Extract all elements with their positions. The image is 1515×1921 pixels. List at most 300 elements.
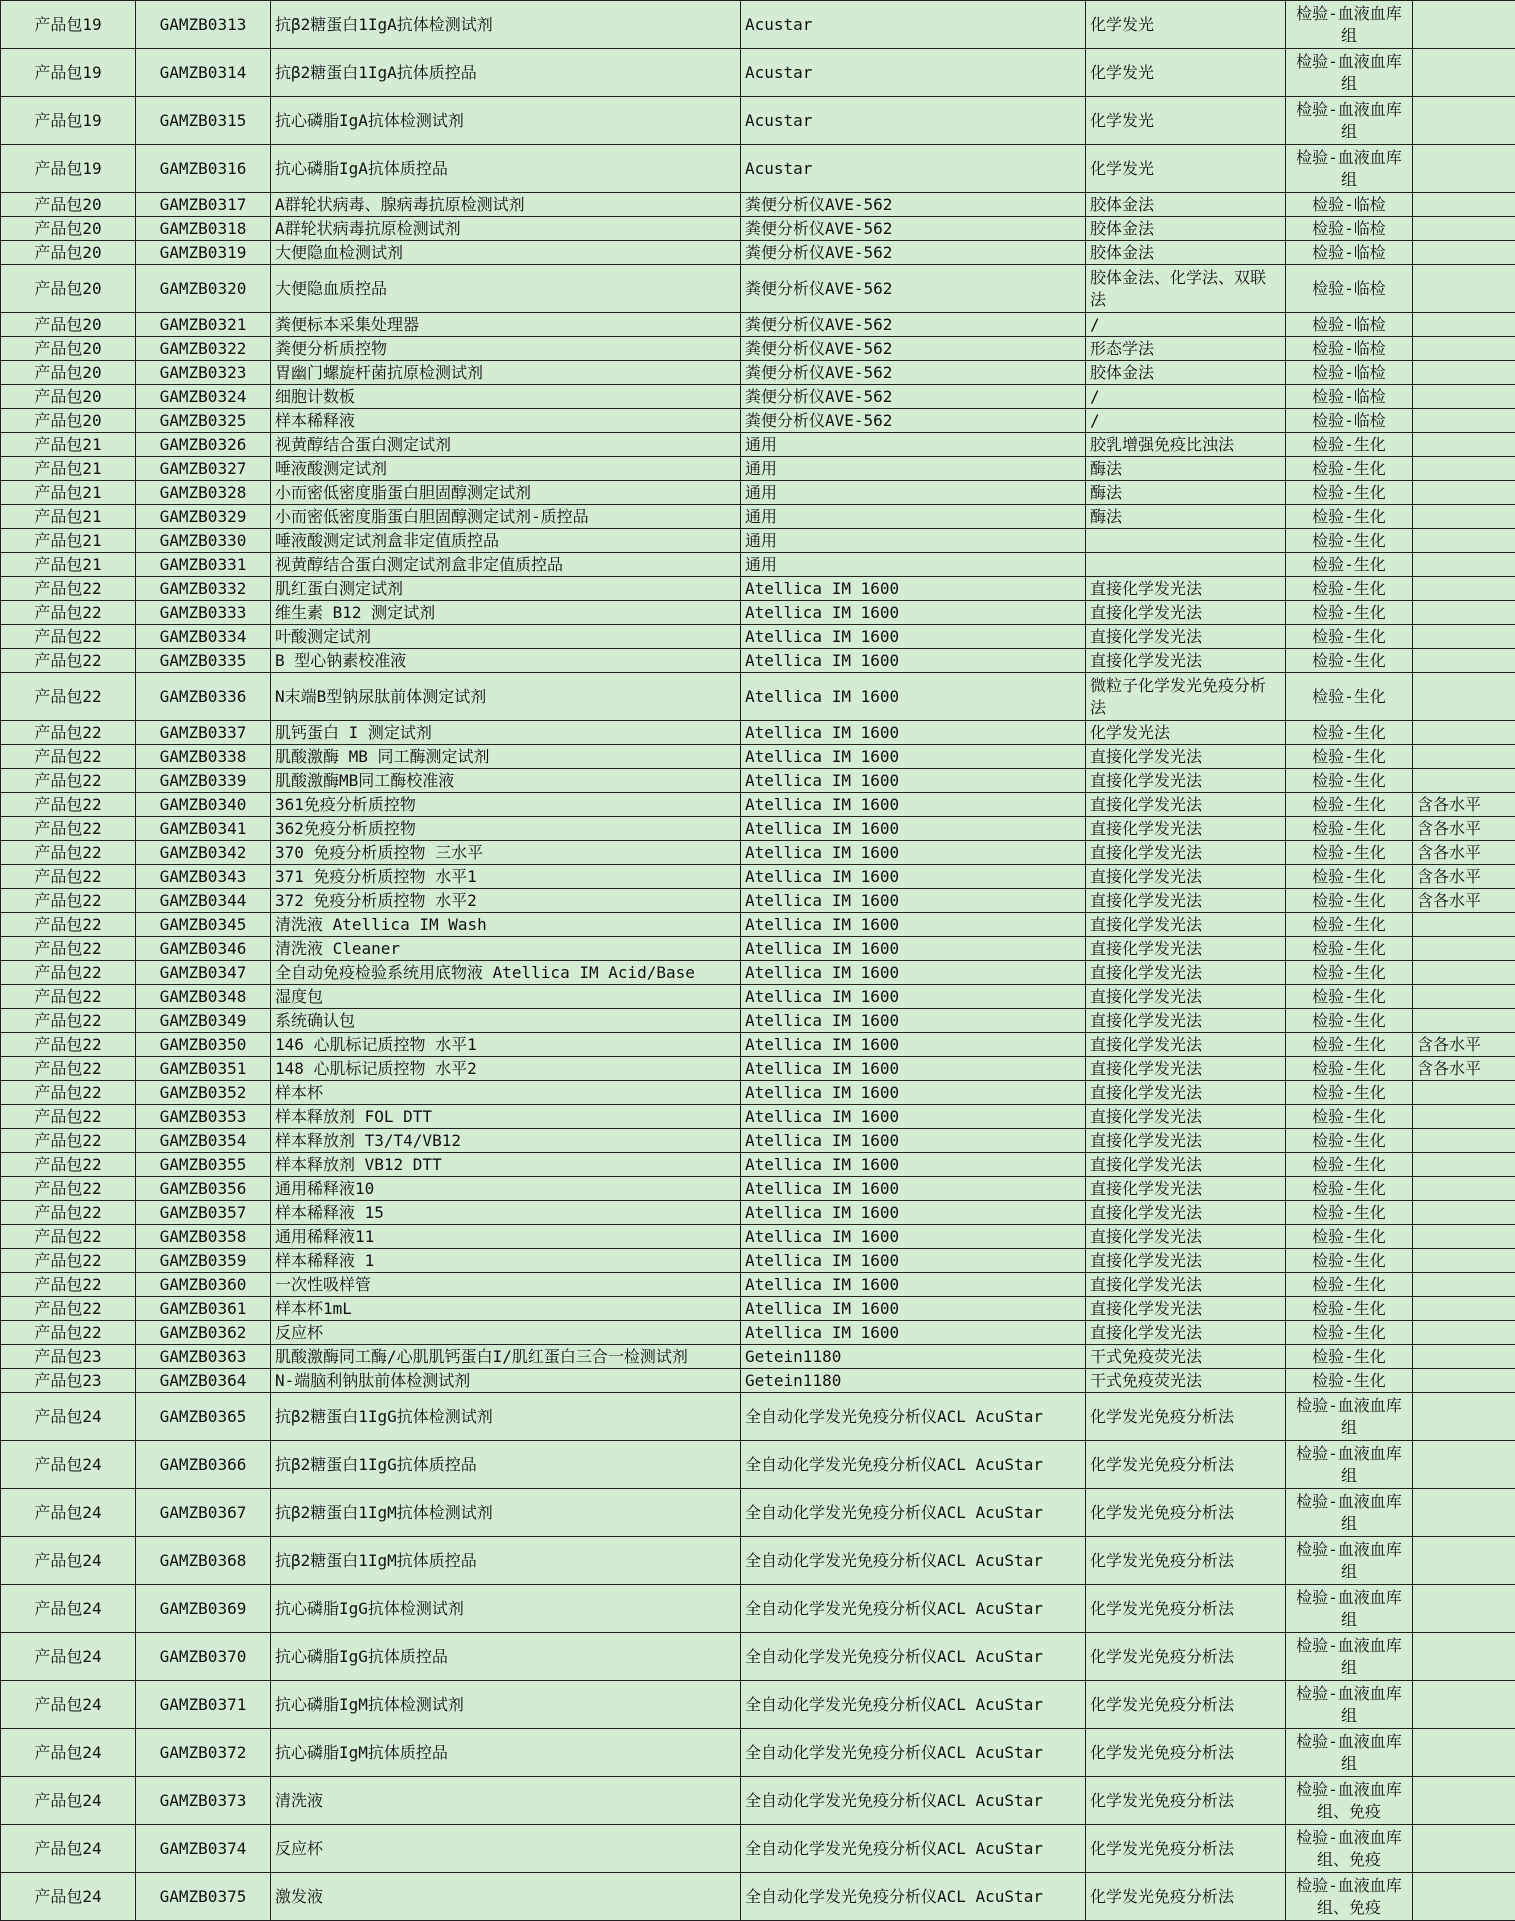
- table-row: [1, 577, 1515, 601]
- product-name-cell: 样本释放剂 FOL DTT: [271, 1105, 741, 1129]
- method-cell: 直接化学发光法: [1086, 1249, 1286, 1273]
- method-cell: 化学发光免疫分析法: [1086, 1873, 1286, 1921]
- code-cell: GAMZB0337: [136, 721, 271, 745]
- note-cell: [1413, 1225, 1515, 1249]
- product-name-cell: 大便隐血质控品: [271, 265, 741, 313]
- package-cell: 产品包21: [1, 529, 136, 553]
- method-cell: 化学发光免疫分析法: [1086, 1729, 1286, 1777]
- table-row: [1, 937, 1515, 961]
- note-cell: [1413, 1369, 1515, 1393]
- code-cell: GAMZB0350: [136, 1033, 271, 1057]
- package-cell: 产品包22: [1, 1033, 136, 1057]
- instrument-cell: Atellica IM 1600: [741, 985, 1086, 1009]
- package-cell: 产品包21: [1, 505, 136, 529]
- note-cell: [1413, 241, 1515, 265]
- note-cell: [1413, 1489, 1515, 1537]
- department-cell: 检验-生化: [1286, 601, 1413, 625]
- code-cell: GAMZB0341: [136, 817, 271, 841]
- code-cell: GAMZB0338: [136, 745, 271, 769]
- product-name-cell: A群轮状病毒、腺病毒抗原检测试剂: [271, 193, 741, 217]
- package-cell: 产品包22: [1, 1009, 136, 1033]
- package-cell: 产品包22: [1, 817, 136, 841]
- method-cell: 直接化学发光法: [1086, 889, 1286, 913]
- code-cell: GAMZB0334: [136, 625, 271, 649]
- note-cell: [1413, 529, 1515, 553]
- product-name-cell: 反应杯: [271, 1321, 741, 1345]
- method-cell: /: [1086, 313, 1286, 337]
- product-name-cell: 样本杯1mL: [271, 1297, 741, 1321]
- department-cell: 检验-血液血库组: [1286, 1633, 1413, 1681]
- product-name-cell: 激发液: [271, 1873, 741, 1921]
- instrument-cell: Getein1180: [741, 1345, 1086, 1369]
- method-cell: 直接化学发光法: [1086, 1033, 1286, 1057]
- table-row: [1, 865, 1515, 889]
- note-cell: [1413, 625, 1515, 649]
- product-name-cell: 维生素 B12 测定试剂: [271, 601, 741, 625]
- package-cell: 产品包21: [1, 481, 136, 505]
- note-cell: [1413, 937, 1515, 961]
- code-cell: GAMZB0372: [136, 1729, 271, 1777]
- note-cell: [1413, 1777, 1515, 1825]
- note-cell: [1413, 1105, 1515, 1129]
- method-cell: 化学发光免疫分析法: [1086, 1825, 1286, 1873]
- package-cell: 产品包22: [1, 625, 136, 649]
- table-row: [1, 1825, 1515, 1873]
- product-name-cell: 清洗液 Atellica IM Wash: [271, 913, 741, 937]
- method-cell: 化学发光免疫分析法: [1086, 1681, 1286, 1729]
- method-cell: 酶法: [1086, 505, 1286, 529]
- table-row: [1, 1249, 1515, 1273]
- method-cell: 胶体金法: [1086, 361, 1286, 385]
- method-cell: 化学发光免疫分析法: [1086, 1585, 1286, 1633]
- department-cell: 检验-生化: [1286, 745, 1413, 769]
- table-row: [1, 1201, 1515, 1225]
- product-name-cell: 一次性吸样管: [271, 1273, 741, 1297]
- code-cell: GAMZB0344: [136, 889, 271, 913]
- note-cell: [1413, 1633, 1515, 1681]
- instrument-cell: Atellica IM 1600: [741, 673, 1086, 721]
- table-row: [1, 1345, 1515, 1369]
- department-cell: 检验-临检: [1286, 337, 1413, 361]
- department-cell: 检验-生化: [1286, 913, 1413, 937]
- code-cell: GAMZB0351: [136, 1057, 271, 1081]
- code-cell: GAMZB0363: [136, 1345, 271, 1369]
- code-cell: GAMZB0348: [136, 985, 271, 1009]
- package-cell: 产品包24: [1, 1441, 136, 1489]
- department-cell: 检验-临检: [1286, 409, 1413, 433]
- department-cell: 检验-生化: [1286, 1129, 1413, 1153]
- department-cell: 检验-血液血库组: [1286, 97, 1413, 145]
- method-cell: 胶体金法: [1086, 241, 1286, 265]
- code-cell: GAMZB0329: [136, 505, 271, 529]
- product-name-cell: 小而密低密度脂蛋白胆固醇测定试剂: [271, 481, 741, 505]
- note-cell: [1413, 49, 1515, 97]
- code-cell: GAMZB0364: [136, 1369, 271, 1393]
- package-cell: 产品包23: [1, 1345, 136, 1369]
- method-cell: 直接化学发光法: [1086, 1177, 1286, 1201]
- method-cell: 直接化学发光法: [1086, 1105, 1286, 1129]
- code-cell: GAMZB0328: [136, 481, 271, 505]
- note-cell: [1413, 1345, 1515, 1369]
- table-row: [1, 1321, 1515, 1345]
- product-name-cell: 通用稀释液11: [271, 1225, 741, 1249]
- package-cell: 产品包22: [1, 1249, 136, 1273]
- method-cell: 胶体金法: [1086, 217, 1286, 241]
- table-row: [1, 793, 1515, 817]
- code-cell: GAMZB0360: [136, 1273, 271, 1297]
- table-body: [1, 1, 1515, 1921]
- method-cell: 化学发光: [1086, 145, 1286, 193]
- instrument-cell: Acustar: [741, 1, 1086, 49]
- table-row: [1, 1489, 1515, 1537]
- department-cell: 检验-生化: [1286, 841, 1413, 865]
- product-name-cell: 全自动免疫检验系统用底物液 Atellica IM Acid/Base: [271, 961, 741, 985]
- product-name-cell: 胃幽门螺旋杆菌抗原检测试剂: [271, 361, 741, 385]
- code-cell: GAMZB0327: [136, 457, 271, 481]
- department-cell: 检验-生化: [1286, 457, 1413, 481]
- department-cell: 检验-血液血库组: [1286, 1537, 1413, 1585]
- method-cell: 直接化学发光法: [1086, 1129, 1286, 1153]
- package-cell: 产品包22: [1, 1129, 136, 1153]
- package-cell: 产品包22: [1, 913, 136, 937]
- department-cell: 检验-生化: [1286, 649, 1413, 673]
- package-cell: 产品包22: [1, 1225, 136, 1249]
- table-row: [1, 97, 1515, 145]
- code-cell: GAMZB0323: [136, 361, 271, 385]
- table-row: [1, 625, 1515, 649]
- department-cell: 检验-生化: [1286, 1345, 1413, 1369]
- department-cell: 检验-临检: [1286, 361, 1413, 385]
- package-cell: 产品包22: [1, 769, 136, 793]
- method-cell: 胶体金法、化学法、双联法: [1086, 265, 1286, 313]
- package-cell: 产品包22: [1, 1201, 136, 1225]
- note-cell: [1413, 1825, 1515, 1873]
- department-cell: 检验-生化: [1286, 625, 1413, 649]
- note-cell: 含各水平: [1413, 865, 1515, 889]
- product-name-cell: 反应杯: [271, 1825, 741, 1873]
- method-cell: 直接化学发光法: [1086, 769, 1286, 793]
- method-cell: 直接化学发光法: [1086, 601, 1286, 625]
- note-cell: [1413, 961, 1515, 985]
- department-cell: 检验-血液血库组: [1286, 1729, 1413, 1777]
- note-cell: [1413, 769, 1515, 793]
- code-cell: GAMZB0333: [136, 601, 271, 625]
- instrument-cell: 全自动化学发光免疫分析仪ACL AcuStar: [741, 1681, 1086, 1729]
- department-cell: 检验-生化: [1286, 1297, 1413, 1321]
- method-cell: /: [1086, 385, 1286, 409]
- method-cell: 直接化学发光法: [1086, 625, 1286, 649]
- code-cell: GAMZB0355: [136, 1153, 271, 1177]
- package-cell: 产品包24: [1, 1729, 136, 1777]
- code-cell: GAMZB0343: [136, 865, 271, 889]
- package-cell: 产品包20: [1, 337, 136, 361]
- note-cell: 含各水平: [1413, 793, 1515, 817]
- product-name-cell: B 型心钠素校准液: [271, 649, 741, 673]
- instrument-cell: Atellica IM 1600: [741, 1297, 1086, 1321]
- note-cell: [1413, 553, 1515, 577]
- method-cell: 直接化学发光法: [1086, 1321, 1286, 1345]
- code-cell: GAMZB0330: [136, 529, 271, 553]
- code-cell: GAMZB0319: [136, 241, 271, 265]
- instrument-cell: 全自动化学发光免疫分析仪ACL AcuStar: [741, 1825, 1086, 1873]
- instrument-cell: 粪便分析仪AVE-562: [741, 313, 1086, 337]
- instrument-cell: Atellica IM 1600: [741, 769, 1086, 793]
- note-cell: [1413, 193, 1515, 217]
- note-cell: [1413, 1393, 1515, 1441]
- department-cell: 检验-生化: [1286, 1033, 1413, 1057]
- package-cell: 产品包22: [1, 1177, 136, 1201]
- method-cell: 直接化学发光法: [1086, 841, 1286, 865]
- package-cell: 产品包22: [1, 865, 136, 889]
- method-cell: 直接化学发光法: [1086, 745, 1286, 769]
- code-cell: GAMZB0373: [136, 1777, 271, 1825]
- product-name-cell: 抗心磷脂IgM抗体检测试剂: [271, 1681, 741, 1729]
- product-name-cell: A群轮状病毒抗原检测试剂: [271, 217, 741, 241]
- product-name-cell: 清洗液: [271, 1777, 741, 1825]
- instrument-cell: 通用: [741, 481, 1086, 505]
- package-cell: 产品包22: [1, 1297, 136, 1321]
- instrument-cell: Atellica IM 1600: [741, 1033, 1086, 1057]
- code-cell: GAMZB0361: [136, 1297, 271, 1321]
- department-cell: 检验-生化: [1286, 505, 1413, 529]
- note-cell: [1413, 145, 1515, 193]
- package-cell: 产品包21: [1, 553, 136, 577]
- instrument-cell: 通用: [741, 529, 1086, 553]
- product-name-cell: 抗β2糖蛋白1IgA抗体质控品: [271, 49, 741, 97]
- table-row: [1, 457, 1515, 481]
- method-cell: 酶法: [1086, 457, 1286, 481]
- instrument-cell: 全自动化学发光免疫分析仪ACL AcuStar: [741, 1441, 1086, 1489]
- product-name-cell: 肌红蛋白测定试剂: [271, 577, 741, 601]
- department-cell: 检验-生化: [1286, 481, 1413, 505]
- department-cell: 检验-血液血库组: [1286, 1393, 1413, 1441]
- package-cell: 产品包20: [1, 313, 136, 337]
- method-cell: 干式免疫荧光法: [1086, 1345, 1286, 1369]
- product-name-cell: 视黄醇结合蛋白测定试剂: [271, 433, 741, 457]
- code-cell: GAMZB0353: [136, 1105, 271, 1129]
- package-cell: 产品包22: [1, 721, 136, 745]
- product-name-cell: 抗β2糖蛋白1IgA抗体检测试剂: [271, 1, 741, 49]
- product-name-cell: 肌酸激酶MB同工酶校准液: [271, 769, 741, 793]
- product-name-cell: 148 心肌标记质控物 水平2: [271, 1057, 741, 1081]
- instrument-cell: Acustar: [741, 145, 1086, 193]
- department-cell: 检验-生化: [1286, 577, 1413, 601]
- product-name-cell: 370 免疫分析质控物 三水平: [271, 841, 741, 865]
- department-cell: 检验-血液血库组: [1286, 145, 1413, 193]
- product-name-cell: 抗心磷脂IgA抗体检测试剂: [271, 97, 741, 145]
- department-cell: 检验-生化: [1286, 1009, 1413, 1033]
- instrument-cell: Acustar: [741, 97, 1086, 145]
- note-cell: [1413, 1873, 1515, 1921]
- product-name-cell: 抗心磷脂IgA抗体质控品: [271, 145, 741, 193]
- table-row: [1, 841, 1515, 865]
- instrument-cell: 粪便分析仪AVE-562: [741, 241, 1086, 265]
- code-cell: GAMZB0358: [136, 1225, 271, 1249]
- code-cell: GAMZB0326: [136, 433, 271, 457]
- department-cell: 检验-临检: [1286, 193, 1413, 217]
- code-cell: GAMZB0321: [136, 313, 271, 337]
- instrument-cell: Atellica IM 1600: [741, 1273, 1086, 1297]
- table-row: [1, 769, 1515, 793]
- code-cell: GAMZB0374: [136, 1825, 271, 1873]
- package-cell: 产品包22: [1, 1321, 136, 1345]
- product-name-cell: 视黄醇结合蛋白测定试剂盒非定值质控品: [271, 553, 741, 577]
- package-cell: 产品包22: [1, 937, 136, 961]
- instrument-cell: Atellica IM 1600: [741, 1081, 1086, 1105]
- product-name-cell: 细胞计数板: [271, 385, 741, 409]
- method-cell: 直接化学发光法: [1086, 1009, 1286, 1033]
- table-row: [1, 1393, 1515, 1441]
- table-row: [1, 337, 1515, 361]
- method-cell: 化学发光免疫分析法: [1086, 1633, 1286, 1681]
- method-cell: 直接化学发光法: [1086, 985, 1286, 1009]
- department-cell: 检验-生化: [1286, 889, 1413, 913]
- note-cell: [1413, 457, 1515, 481]
- method-cell: 干式免疫荧光法: [1086, 1369, 1286, 1393]
- code-cell: GAMZB0349: [136, 1009, 271, 1033]
- table-row: [1, 553, 1515, 577]
- product-name-cell: 叶酸测定试剂: [271, 625, 741, 649]
- method-cell: 直接化学发光法: [1086, 793, 1286, 817]
- department-cell: 检验-生化: [1286, 769, 1413, 793]
- department-cell: 检验-临检: [1286, 241, 1413, 265]
- package-cell: 产品包24: [1, 1825, 136, 1873]
- department-cell: 检验-血液血库组、免疫: [1286, 1777, 1413, 1825]
- department-cell: 检验-临检: [1286, 385, 1413, 409]
- note-cell: [1413, 649, 1515, 673]
- instrument-cell: Atellica IM 1600: [741, 937, 1086, 961]
- table-row: [1, 217, 1515, 241]
- method-cell: 直接化学发光法: [1086, 961, 1286, 985]
- method-cell: 直接化学发光法: [1086, 1225, 1286, 1249]
- note-cell: [1413, 745, 1515, 769]
- table-row: [1, 1225, 1515, 1249]
- note-cell: [1413, 1009, 1515, 1033]
- note-cell: [1413, 1081, 1515, 1105]
- note-cell: [1413, 577, 1515, 601]
- method-cell: 直接化学发光法: [1086, 1153, 1286, 1177]
- table-row: [1, 1081, 1515, 1105]
- code-cell: GAMZB0369: [136, 1585, 271, 1633]
- package-cell: 产品包20: [1, 241, 136, 265]
- instrument-cell: 全自动化学发光免疫分析仪ACL AcuStar: [741, 1585, 1086, 1633]
- note-cell: [1413, 1441, 1515, 1489]
- note-cell: [1413, 1, 1515, 49]
- note-cell: [1413, 385, 1515, 409]
- table-row: [1, 145, 1515, 193]
- instrument-cell: Atellica IM 1600: [741, 913, 1086, 937]
- note-cell: [1413, 1201, 1515, 1225]
- instrument-cell: Acustar: [741, 49, 1086, 97]
- method-cell: [1086, 553, 1286, 577]
- package-cell: 产品包19: [1, 1, 136, 49]
- product-name-cell: 抗心磷脂IgG抗体质控品: [271, 1633, 741, 1681]
- package-cell: 产品包21: [1, 433, 136, 457]
- department-cell: 检验-生化: [1286, 1321, 1413, 1345]
- code-cell: GAMZB0345: [136, 913, 271, 937]
- product-name-cell: 肌钙蛋白 I 测定试剂: [271, 721, 741, 745]
- table-row: [1, 1129, 1515, 1153]
- instrument-cell: 粪便分析仪AVE-562: [741, 217, 1086, 241]
- department-cell: 检验-血液血库组: [1286, 1, 1413, 49]
- note-cell: [1413, 1681, 1515, 1729]
- method-cell: 化学发光免疫分析法: [1086, 1777, 1286, 1825]
- table-row: [1, 241, 1515, 265]
- instrument-cell: 粪便分析仪AVE-562: [741, 337, 1086, 361]
- code-cell: GAMZB0316: [136, 145, 271, 193]
- package-cell: 产品包20: [1, 385, 136, 409]
- instrument-cell: 全自动化学发光免疫分析仪ACL AcuStar: [741, 1537, 1086, 1585]
- package-cell: 产品包22: [1, 841, 136, 865]
- table-row: [1, 1777, 1515, 1825]
- table-row: [1, 529, 1515, 553]
- instrument-cell: Atellica IM 1600: [741, 625, 1086, 649]
- instrument-cell: 粪便分析仪AVE-562: [741, 265, 1086, 313]
- code-cell: GAMZB0340: [136, 793, 271, 817]
- department-cell: 检验-生化: [1286, 553, 1413, 577]
- code-cell: GAMZB0336: [136, 673, 271, 721]
- code-cell: GAMZB0367: [136, 1489, 271, 1537]
- code-cell: GAMZB0339: [136, 769, 271, 793]
- code-cell: GAMZB0346: [136, 937, 271, 961]
- note-cell: [1413, 721, 1515, 745]
- package-cell: 产品包24: [1, 1633, 136, 1681]
- method-cell: 直接化学发光法: [1086, 865, 1286, 889]
- method-cell: 直接化学发光法: [1086, 649, 1286, 673]
- code-cell: GAMZB0347: [136, 961, 271, 985]
- package-cell: 产品包24: [1, 1489, 136, 1537]
- note-cell: 含各水平: [1413, 1033, 1515, 1057]
- note-cell: [1413, 1297, 1515, 1321]
- instrument-cell: Atellica IM 1600: [741, 817, 1086, 841]
- method-cell: 直接化学发光法: [1086, 1273, 1286, 1297]
- note-cell: [1413, 409, 1515, 433]
- product-name-cell: 粪便分析质控物: [271, 337, 741, 361]
- instrument-cell: 通用: [741, 433, 1086, 457]
- table-row: [1, 385, 1515, 409]
- department-cell: 检验-生化: [1286, 961, 1413, 985]
- package-cell: 产品包20: [1, 361, 136, 385]
- product-name-cell: 唾液酸测定试剂: [271, 457, 741, 481]
- table-row: [1, 913, 1515, 937]
- instrument-cell: Atellica IM 1600: [741, 1225, 1086, 1249]
- method-cell: 直接化学发光法: [1086, 1081, 1286, 1105]
- department-cell: 检验-生化: [1286, 1081, 1413, 1105]
- table-row: [1, 985, 1515, 1009]
- note-cell: [1413, 313, 1515, 337]
- instrument-cell: Atellica IM 1600: [741, 649, 1086, 673]
- method-cell: 化学发光: [1086, 97, 1286, 145]
- code-cell: GAMZB0332: [136, 577, 271, 601]
- table-row: [1, 1585, 1515, 1633]
- note-cell: [1413, 985, 1515, 1009]
- package-cell: 产品包22: [1, 1273, 136, 1297]
- product-name-cell: 样本释放剂 T3/T4/VB12: [271, 1129, 741, 1153]
- package-cell: 产品包22: [1, 793, 136, 817]
- code-cell: GAMZB0362: [136, 1321, 271, 1345]
- product-name-cell: 唾液酸测定试剂盒非定值质控品: [271, 529, 741, 553]
- code-cell: GAMZB0365: [136, 1393, 271, 1441]
- instrument-cell: Atellica IM 1600: [741, 601, 1086, 625]
- method-cell: 直接化学发光法: [1086, 937, 1286, 961]
- method-cell: /: [1086, 409, 1286, 433]
- method-cell: [1086, 529, 1286, 553]
- table-row: [1, 1105, 1515, 1129]
- department-cell: 检验-生化: [1286, 433, 1413, 457]
- product-name-cell: 362免疫分析质控物: [271, 817, 741, 841]
- code-cell: GAMZB0356: [136, 1177, 271, 1201]
- package-cell: 产品包22: [1, 745, 136, 769]
